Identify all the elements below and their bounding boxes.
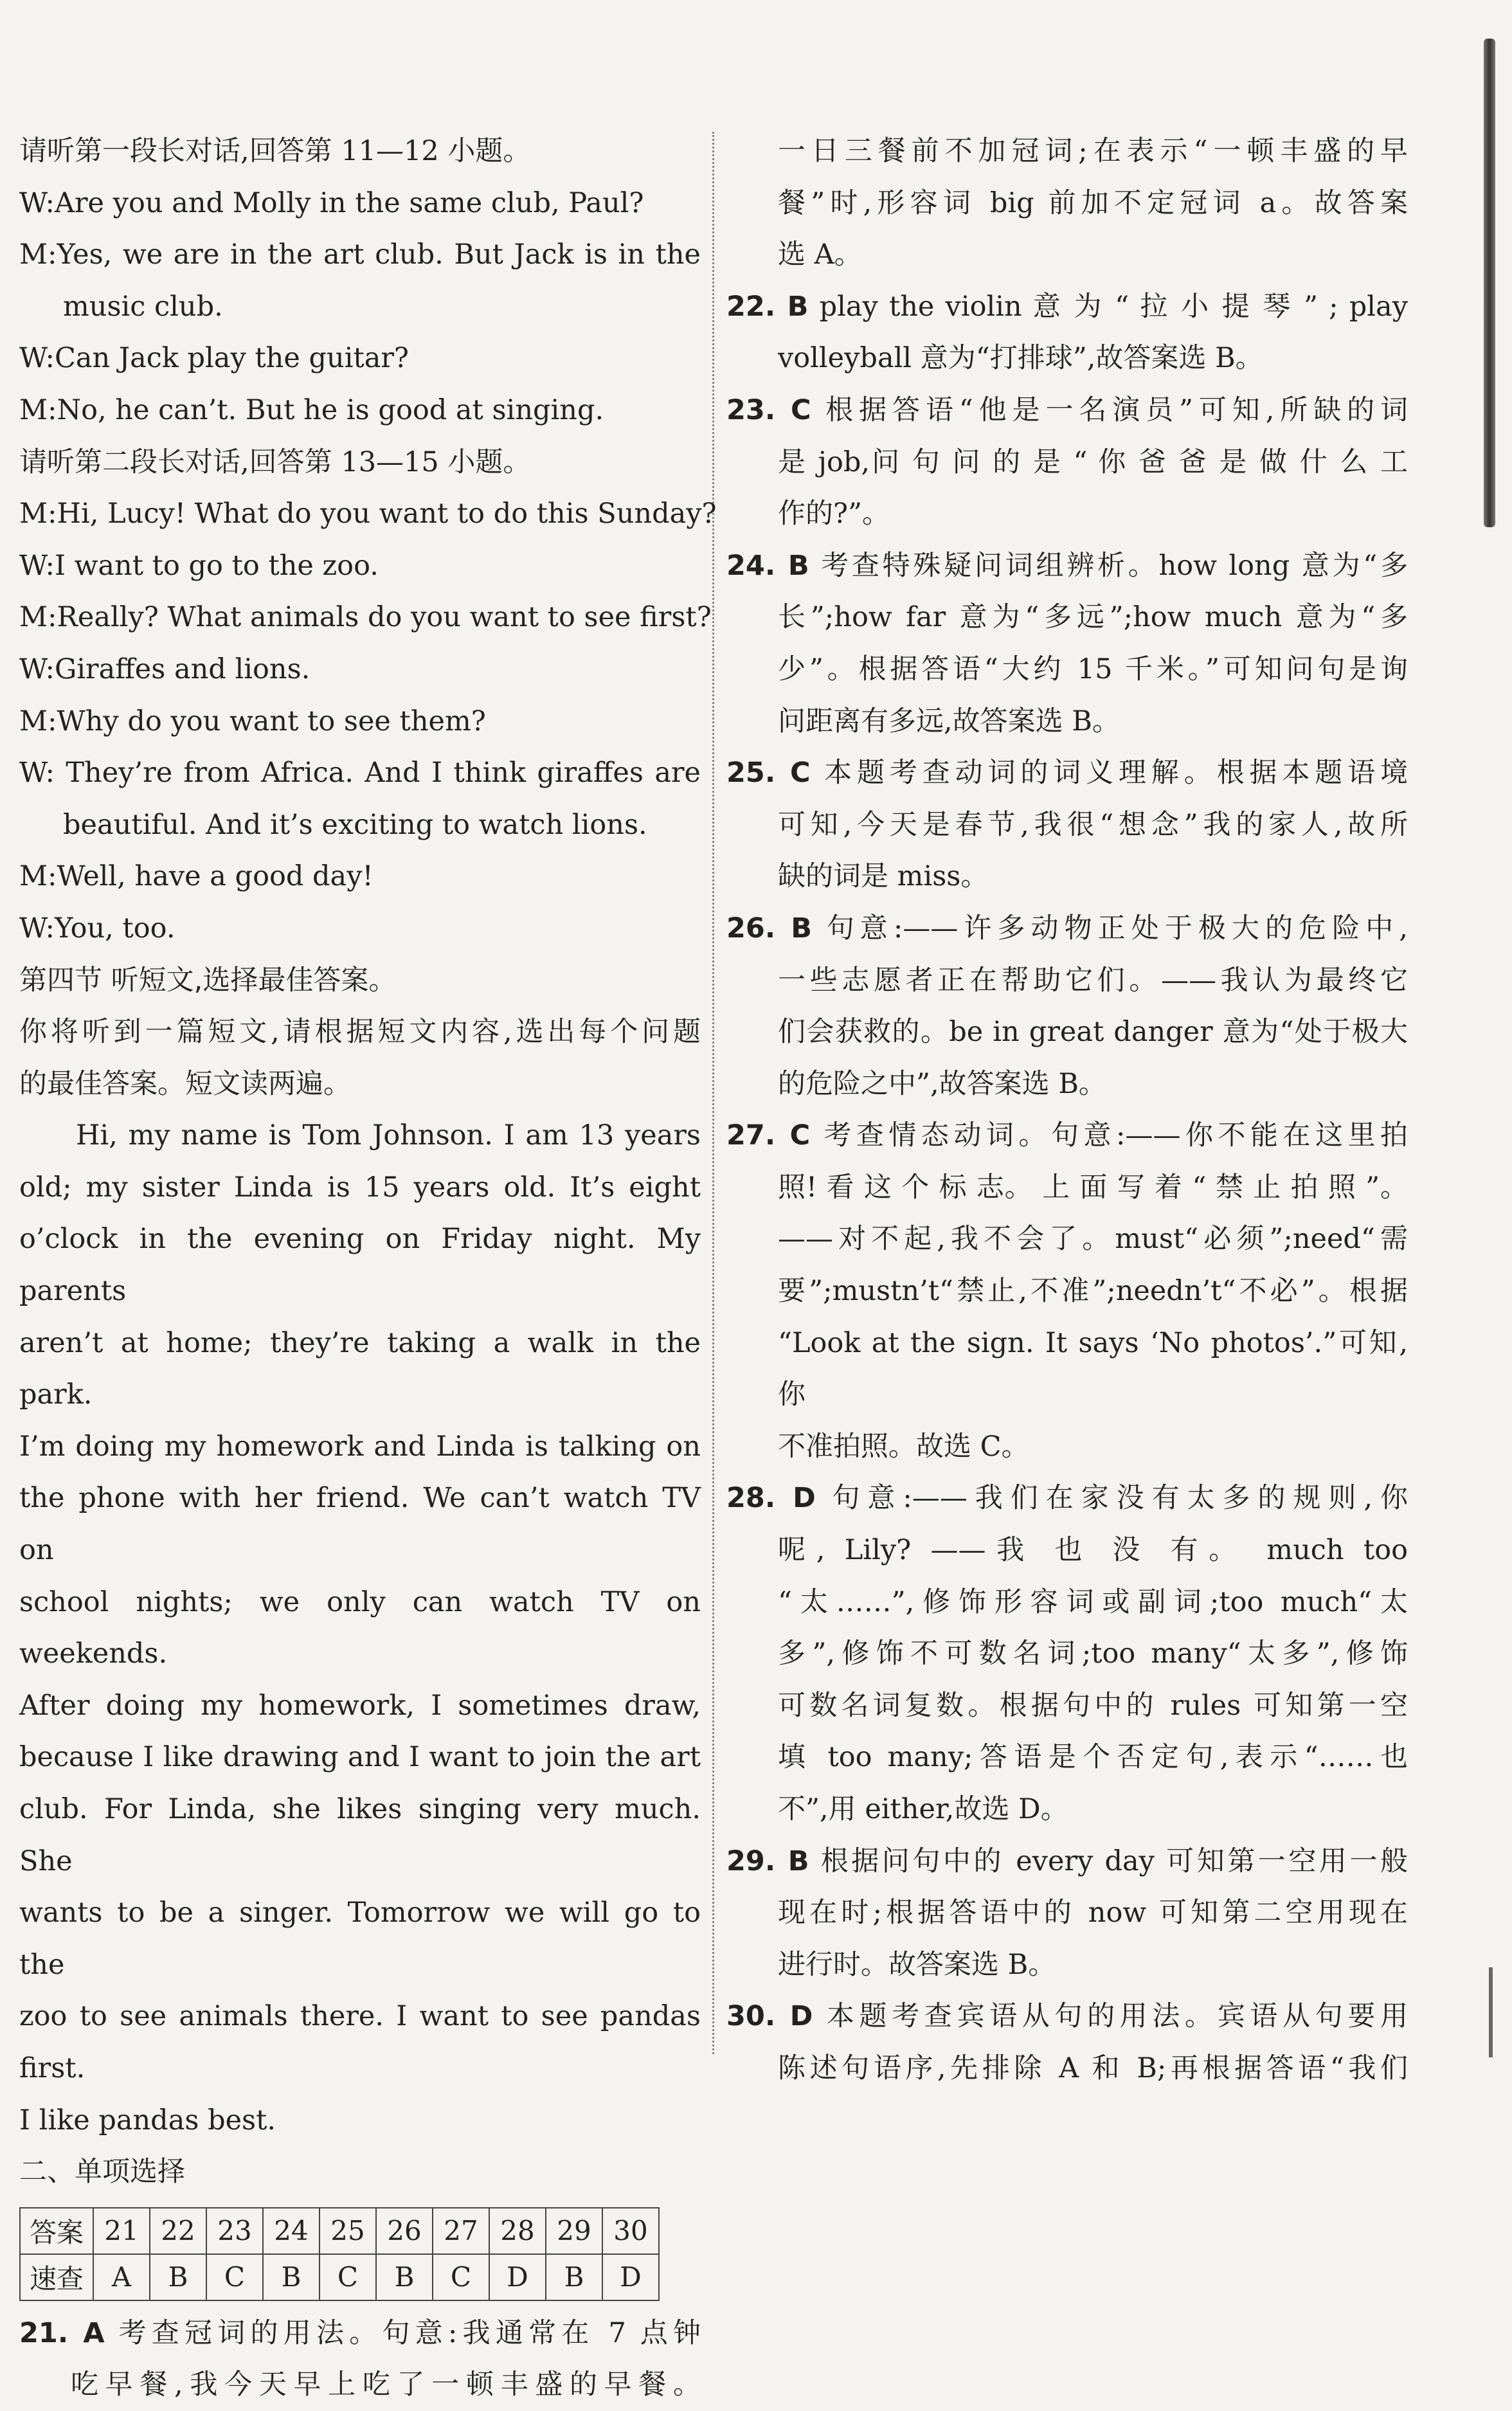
text-line: zoo to see animals there. I want to see pandas first.: [19, 2000, 701, 2084]
answer-table-number: 27: [433, 2208, 489, 2254]
answer-table: [19, 2207, 660, 2301]
text-line: old; my sister Linda is 15 years old. It’s eight: [19, 1171, 701, 1204]
answer-explanation-line: [726, 1317, 1408, 1421]
question-number: 23. C: [726, 393, 811, 426]
explanation-text: 可知,今天是春节,我很“想念”我的家人,故所: [778, 808, 1408, 841]
explanation-text: 问距离有多远,故答案选 B。: [778, 705, 1120, 737]
question-number: 24. B: [726, 549, 809, 582]
text-line: 请听第二段长对话,回答第 13—15 小题。: [19, 446, 531, 478]
answer-explanation-line: [726, 437, 1408, 489]
text-line: club. For Linda, she likes singing very much. She: [19, 1793, 701, 1877]
text-line: Hi, my name is Tom Johnson. I am 13 years: [76, 1119, 701, 1152]
column-divider: [712, 132, 714, 2054]
answer-explanation-line: [726, 644, 1408, 696]
question-number: 28. D: [726, 1482, 816, 1515]
explanation-text: play the violin 意 为 “ 拉 小 提 琴 ” ; play: [808, 290, 1408, 323]
explanation-text: 陈述句语序,先排除 A 和 B;再根据答语“我们: [778, 2052, 1408, 2084]
explanation-text: 填 too many;答语是个否定句,表示“……也: [778, 1741, 1408, 1774]
answer-table-answer: D: [489, 2254, 546, 2300]
answer-table-answer: C: [433, 2254, 489, 2300]
text-line: W:Giraffes and lions.: [19, 653, 310, 685]
answer-table-number: 28: [489, 2208, 546, 2254]
right-column: [726, 125, 1408, 2095]
answer-explanation-line: [726, 1887, 1408, 1939]
answer-explanation-start: [19, 2307, 701, 2360]
question-number: 26. B: [726, 912, 812, 944]
answer-explanation-line: [726, 1058, 1408, 1110]
explanation-text: 根据问句中的 every day 可知第一空用一般: [809, 1845, 1408, 1877]
answer-explanation-line: [726, 591, 1408, 644]
answer-explanation-start: [726, 1110, 1408, 1162]
answer-explanation-line: [726, 851, 1408, 903]
explanation-text: “Look at the sign. It says ‘No photos’.”可知,你: [778, 1326, 1408, 1411]
answer-explanation-start: [726, 1991, 1408, 2043]
text-line: W:I want to go to the zoo.: [19, 549, 379, 582]
answer-table-answer: D: [602, 2254, 659, 2300]
answer-table-answer-row: [20, 2254, 659, 2300]
text-line: wants to be a singer. Tomorrow we will go to the: [19, 1897, 701, 1981]
text-line: W:Can Jack play the guitar?: [19, 342, 409, 375]
answer-explanation-line: [726, 332, 1408, 384]
text-line: 的最佳答案。短文读两遍。: [19, 1067, 351, 1100]
answer-table-number: 22: [150, 2208, 206, 2254]
answer-table-row-label: 速查: [20, 2254, 93, 2300]
text-line: because I like drawing and I want to join the art: [19, 1741, 701, 1774]
text-line: M:Why do you want to see them?: [19, 705, 486, 737]
text-line: M:Yes, we are in the art club. But Jack is in the: [19, 239, 701, 271]
explanation-text: 不准拍照。故选 C。: [778, 1430, 1029, 1463]
answer-explanation-line: [726, 799, 1408, 851]
answer-table-number: 25: [320, 2208, 376, 2254]
explanation-text: 考查冠词的用法。句意:我通常在 7 点钟: [104, 2316, 701, 2349]
explanation-text: 可数名词复数。根据句中的 rules 可知第一空: [778, 1689, 1408, 1722]
answer-table-number: 26: [376, 2208, 433, 2254]
answer-table-answer: B: [376, 2254, 433, 2300]
question-number: 29. B: [726, 1845, 809, 1877]
explanation-text: 一日三餐前不加冠词;在表示“一顿丰盛的早: [778, 135, 1408, 167]
answer-explanation-start: [726, 1472, 1408, 1524]
answer-explanation-start: [726, 747, 1408, 799]
explanation-text: 是 job,问 句 问 的 是 “ 你 爸 爸 是 做 什 么 工: [778, 446, 1408, 478]
answer-explanation-line: [726, 1213, 1408, 1265]
answer-explanation-line: [726, 2043, 1408, 2095]
answer-explanation-line: [726, 1576, 1408, 1629]
answer-table-number: 24: [263, 2208, 320, 2254]
answer-explanation-line: [726, 1421, 1408, 1473]
answer-explanation-line: [726, 1524, 1408, 1576]
answer-table-answer: A: [93, 2254, 150, 2300]
text-line: W:You, too.: [19, 912, 176, 944]
text-line: M:No, he can’t. But he is good at singing.: [19, 393, 604, 426]
explanation-text: 现在时;根据答语中的 now 可知第二空用现在: [778, 1897, 1408, 1929]
explanation-text: volleyball 意为“打排球”,故答案选 B。: [778, 342, 1263, 375]
answer-table-row-label: 答案: [20, 2208, 93, 2254]
explanation-text: 进行时。故答案选 B。: [778, 1948, 1056, 1981]
answer-table-answer: B: [263, 2254, 320, 2300]
explanation-text: 的危险之中”,故答案选 B。: [778, 1067, 1106, 1100]
explanation-text: 本题考查宾语从句的用法。宾语从句要用: [813, 2000, 1408, 2033]
answer-explanation-start: [726, 384, 1408, 437]
answer-table-number: 21: [93, 2208, 150, 2254]
answer-explanation-line: [726, 488, 1408, 540]
answer-table-number: 30: [602, 2208, 659, 2254]
explanation-text: 选 A。: [778, 239, 862, 271]
answer-table-number: 29: [546, 2208, 602, 2254]
text-line: aren’t at home; they’re taking a walk in the park.: [19, 1326, 701, 1411]
text-line: W:Are you and Molly in the same club, Paul?: [19, 186, 644, 219]
explanation-text: 要”;mustn’t“禁止,不准”;needn’t“不必”。根据: [778, 1275, 1408, 1308]
answer-explanation-line: [726, 955, 1408, 1007]
explanation-text: 作的?”。: [778, 498, 890, 530]
question-number: 21. A: [19, 2316, 105, 2349]
explanation-text: 吃早餐,我今天早上吃了一顿丰盛的早餐。: [71, 2369, 701, 2401]
text-line: After doing my homework, I sometimes draw,: [19, 1689, 701, 1722]
text-line: music club.: [63, 290, 223, 323]
text-line: I like pandas best.: [19, 2104, 276, 2136]
section-heading: 二、单项选择: [19, 2156, 185, 2189]
answer-explanation-start: [726, 903, 1408, 955]
answer-explanation-start: [726, 540, 1408, 592]
answer-explanation-line: [726, 1265, 1408, 1317]
explanation-text: 根据答语“他是一名演员”可知,所缺的词: [811, 393, 1408, 426]
explanation-text: 考查情态动词。句意:——你不能在这里拍: [810, 1119, 1408, 1152]
explanation-text: 呢, Lily? ——我 也 没 有。 much too: [778, 1534, 1408, 1567]
explanation-text: “太……”,修饰形容词或副词;too much“太: [778, 1585, 1408, 1618]
section-heading: 第四节 听短文,选择最佳答案。: [19, 964, 397, 997]
answer-table-answer: C: [206, 2254, 263, 2300]
text-line: M:Really? What animals do you want to see first?: [19, 601, 712, 634]
answer-table-answer: B: [546, 2254, 602, 2300]
answer-explanation-line: [726, 1731, 1408, 1783]
answer-explanation-line: [726, 1783, 1408, 1836]
book-spine-mark-lower: [1489, 1967, 1493, 2057]
text-line: o’clock in the evening on Friday night. My parents: [19, 1223, 701, 1308]
text-line: school nights; we only can watch TV on weekends.: [19, 1585, 701, 1670]
answer-explanation-line: [726, 125, 1408, 177]
explanation-text: 缺的词是 miss。: [778, 860, 989, 893]
answer-explanation-line: [19, 2359, 701, 2411]
explanation-text: 餐”时,形容词 big 前加不定冠词 a。故答案: [778, 186, 1408, 219]
text-line: M:Well, have a good day!: [19, 860, 374, 893]
text-line: beautiful. And it’s exciting to watch lions.: [63, 808, 647, 841]
answer-table-answer: B: [150, 2254, 206, 2300]
text-line: M:Hi, Lucy! What do you want to do this Sunday?: [19, 498, 717, 530]
answer-table-answer: C: [320, 2254, 376, 2300]
explanation-text: ——对不起,我不会了。must“必须”;need“需: [778, 1223, 1408, 1256]
explanation-text: 不”,用 either,故选 D。: [778, 1793, 1068, 1825]
explanation-text: 本题考查动词的词义理解。根据本题语境: [810, 757, 1408, 790]
question-number: 27. C: [726, 1119, 811, 1152]
answer-explanation-line: [726, 177, 1408, 230]
text-line: W: They’re from Africa. And I think giraffes are: [19, 757, 701, 790]
answer-explanation-line: [726, 1680, 1408, 1732]
text-line: 请听第一段长对话,回答第 11—12 小题。: [19, 135, 531, 167]
explanation-text: 们会获救的。be in great danger 意为“处于极大: [778, 1016, 1408, 1049]
answer-explanation-line: [726, 1628, 1408, 1680]
explanation-text: 一些志愿者正在帮助它们。——我认为最终它: [778, 964, 1408, 997]
answer-explanation-line: [726, 229, 1408, 281]
answer-table-number: 23: [206, 2208, 263, 2254]
explanation-text: 考查特殊疑问词组辨析。how long 意为“多: [809, 549, 1408, 582]
text-line: I’m doing my homework and Linda is talking on: [19, 1430, 701, 1463]
explanation-text: 句意:——许多动物正处于极大的危险中,: [812, 912, 1408, 944]
answer-explanation-line: [726, 1939, 1408, 1991]
text-line: 你将听到一篇短文,请根据短文内容,选出每个问题: [19, 1016, 701, 1049]
text-line: the phone with her friend. We can’t watch TV on: [19, 1482, 701, 1567]
explanation-text: 长”;how far 意为“多远”;how much 意为“多: [778, 601, 1408, 634]
answer-explanation-start: [726, 1836, 1408, 1888]
question-number: 22. B: [726, 290, 809, 323]
answer-table-number-row: [20, 2208, 659, 2254]
explanation-text: 照! 看 这 个 标 志。 上 面 写 着 “ 禁 止 拍 照 ”。: [778, 1171, 1408, 1204]
answer-explanation-line: [726, 1162, 1408, 1214]
explanation-text: 多”,修饰不可数名词;too many“太多”,修饰: [778, 1638, 1408, 1670]
answer-explanation-line: [726, 696, 1408, 748]
explanation-text: 句意:——我们在家没有太多的规则,你: [815, 1482, 1408, 1515]
question-number: 30. D: [726, 2000, 813, 2033]
answer-explanation-line: [726, 1006, 1408, 1058]
explanation-text: 少”。根据答语“大约 15 千米。”可知问句是询: [778, 653, 1408, 685]
question-number: 25. C: [726, 757, 811, 790]
answer-explanation-start: [726, 281, 1408, 333]
book-spine-mark: [1484, 39, 1495, 527]
left-column: [19, 125, 717, 2411]
